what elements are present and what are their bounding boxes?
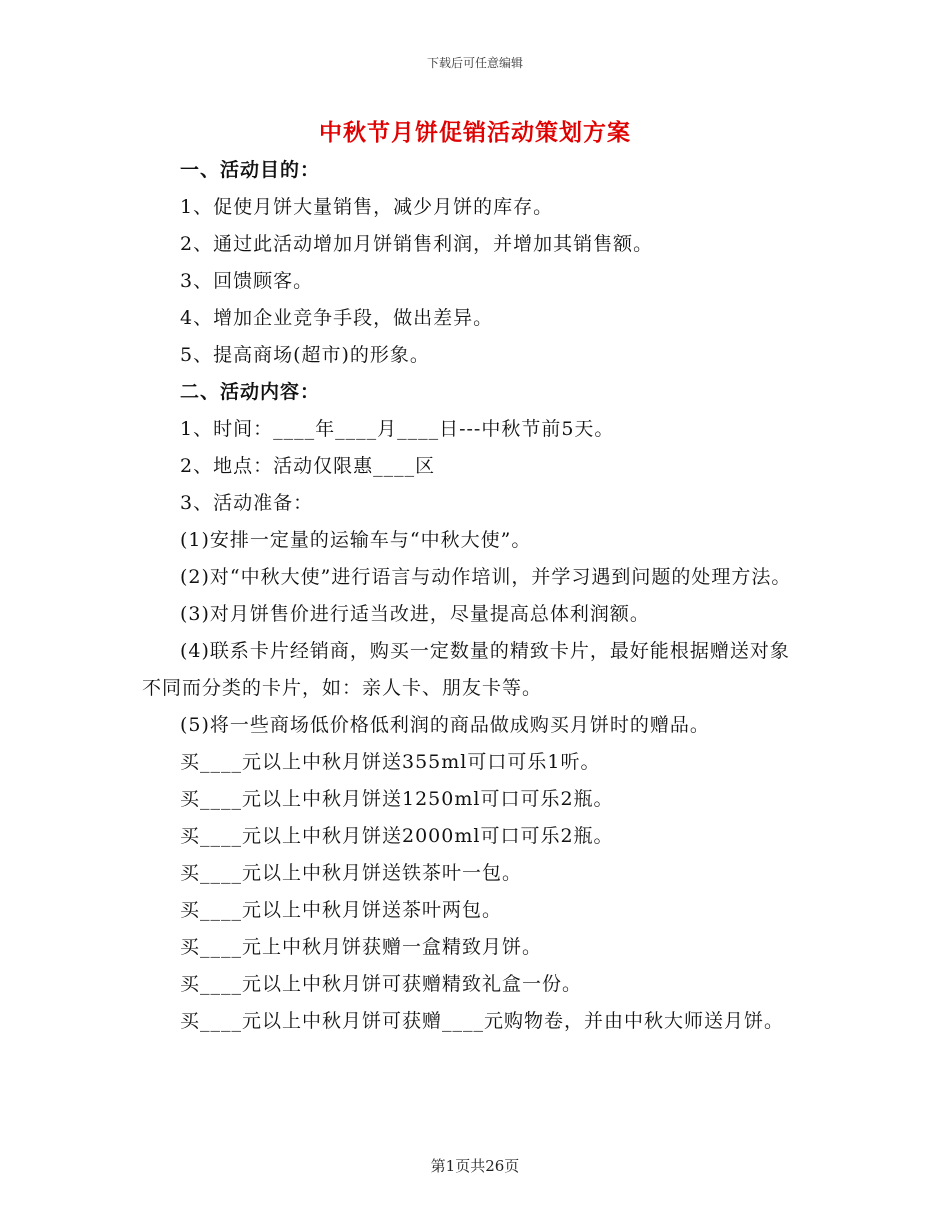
paragraph: (3)对月饼售价进行适当改进，尽量提高总体利润额。 [180,603,650,625]
paragraph: (1)安排一定量的运输车与“中秋大使”。 [180,529,532,551]
paragraph: 买____元以上中秋月饼可获赠____元购物卷，并由中秋大师送月饼。 [180,1010,785,1032]
paragraph: 买____元以上中秋月饼送茶叶两包。 [180,899,503,921]
section-heading: 二、活动内容： [180,381,321,403]
paragraph: (4)联系卡片经销商，购买一定数量的精致卡片，最好能根据赠送对象不同而分类的卡片，如：亲人卡、朋友卡等。 [142,640,790,699]
paragraph: 买____元以上中秋月饼送355ml可口可乐1听。 [180,751,601,773]
paragraph: 买____元以上中秋月饼送1250ml可口可乐2瓶。 [180,788,614,810]
paragraph: 2、地点：活动仅限惠____区 [180,455,436,477]
paragraph: 买____元以上中秋月饼可获赠精致礼盒一份。 [180,973,583,995]
document-body [142,152,808,1040]
paragraph: 4、增加企业竞争手段，做出差异。 [180,307,494,329]
document-title: 中秋节月饼促销活动策划方案 [319,119,631,146]
paragraph: 1、时间：____年____月____日---中秋节前5天。 [180,418,615,440]
paragraph: 5、提高商场(超市)的形象。 [180,344,430,366]
paragraph: 买____元上中秋月饼获赠一盒精致月饼。 [180,936,543,958]
page-footer: 第1页共26页 [430,1157,520,1175]
paragraph: 买____元以上中秋月饼送2000ml可口可乐2瓶。 [180,825,614,847]
paragraph: 3、回馈顾客。 [180,270,314,292]
section-heading: 一、活动目的： [180,159,321,181]
paragraph: (5)将一些商场低价格低利润的商品做成购买月饼时的赠品。 [180,714,710,736]
paragraph: (2)对“中秋大使”进行语言与动作培训，并学习遇到问题的处理方法。 [180,566,792,588]
paragraph: 2、通过此活动增加月饼销售利润，并增加其销售额。 [180,233,654,255]
page-header-note: 下载后可任意编辑 [426,56,523,70]
paragraph: 1、促使月饼大量销售，减少月饼的库存。 [180,196,554,218]
paragraph: 3、活动准备： [180,492,314,514]
paragraph: 买____元以上中秋月饼送铁茶叶一包。 [180,862,523,884]
